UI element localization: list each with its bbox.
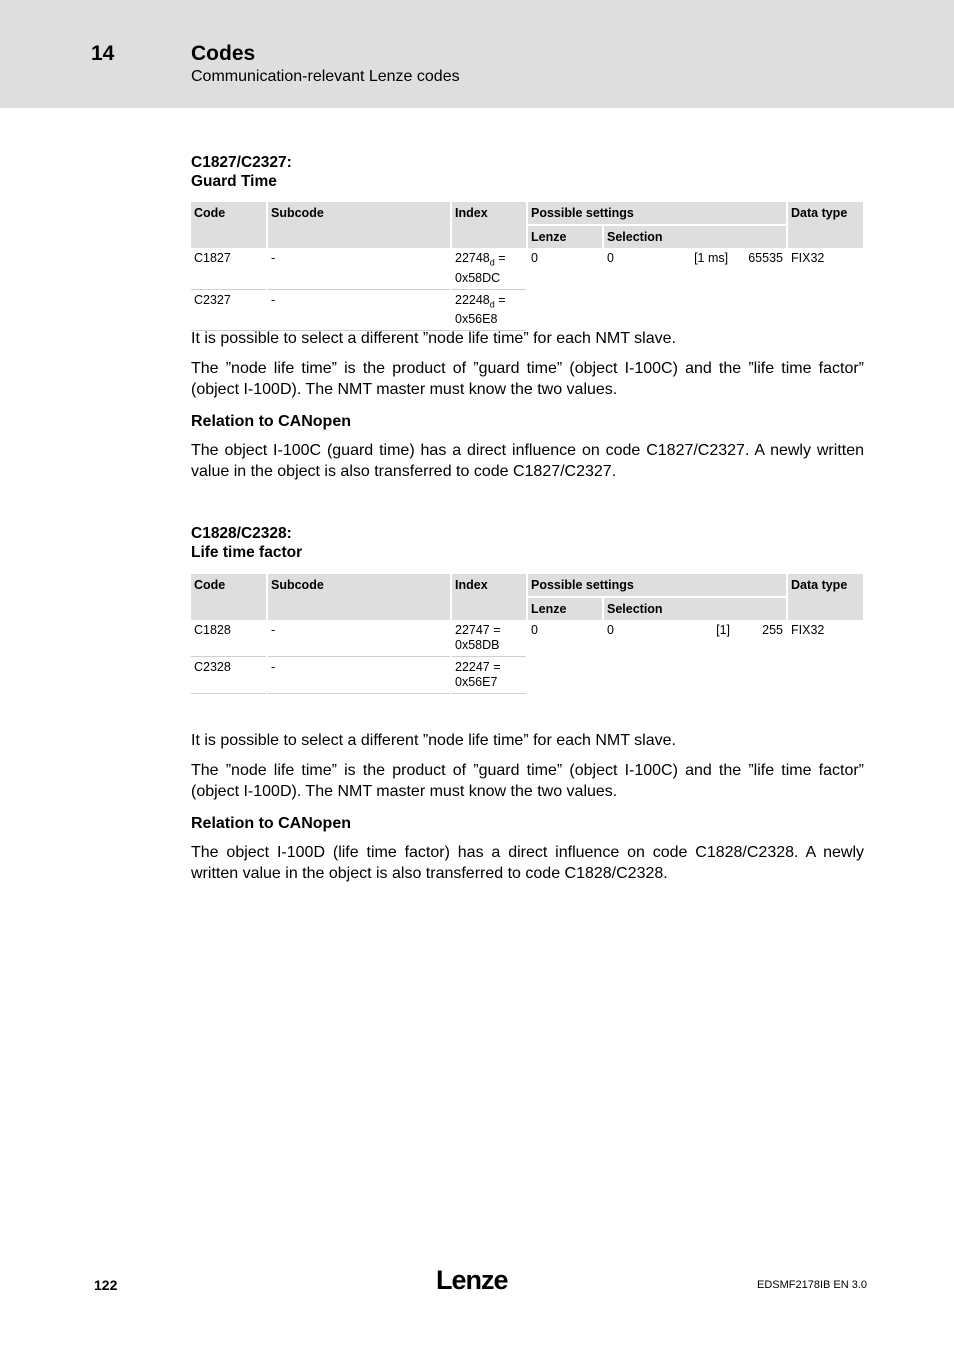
cell-code: C2328 bbox=[191, 657, 267, 694]
col-header-code: Code bbox=[191, 574, 267, 620]
relation-text: The object I-100C (guard time) has a direct influence on code C1827/C2327. A newly written value in the object is also transferred to code C1827/C2327. bbox=[191, 442, 864, 480]
cell-lenze: 0 bbox=[527, 248, 603, 331]
col-header-code: Code bbox=[191, 202, 267, 248]
relation-heading: Relation to CANopen bbox=[191, 413, 351, 430]
table-row bbox=[191, 620, 864, 657]
selection-max: 65535 bbox=[748, 251, 783, 265]
col-header-index: Index bbox=[451, 574, 527, 620]
col-header-index: Index bbox=[451, 202, 527, 248]
selection-unit: [1] bbox=[716, 623, 730, 637]
col-header-subcode: Subcode bbox=[267, 202, 451, 248]
section-title-line1: C1828/C2328: bbox=[191, 525, 292, 542]
selection-min: 0 bbox=[607, 623, 614, 637]
col-header-subcode: Subcode bbox=[267, 574, 451, 620]
paragraph: The ”node life time” is the product of ”guard time” (object I-100C) and the ”life time factor” (object I-100D). The NMT master must know the two values. bbox=[191, 762, 864, 800]
col-header-lenze: Lenze bbox=[527, 225, 603, 248]
cell-index: 22247 = 0x56E7 bbox=[451, 657, 527, 694]
cell-index: 22747 = 0x58DB bbox=[451, 620, 527, 657]
col-header-possible-settings: Possible settings bbox=[527, 574, 787, 597]
col-header-data-type: Data type bbox=[787, 202, 864, 248]
cell-selection bbox=[603, 620, 787, 694]
section-title-line1: C1827/C2327: bbox=[191, 154, 292, 171]
col-header-possible-settings: Possible settings bbox=[527, 202, 787, 225]
cell-index: $22748_d$ = 0x58DC bbox=[451, 248, 527, 289]
section-title-line2: Guard Time bbox=[191, 173, 277, 190]
cell-subcode: - bbox=[267, 289, 451, 331]
cell-code: C2327 bbox=[191, 289, 267, 331]
section-life-time-title bbox=[191, 524, 864, 562]
relation-heading: Relation to CANopen bbox=[191, 815, 351, 832]
life-time-factor-table bbox=[191, 574, 865, 694]
paragraph: The ”node life time” is the product of ”guard time” (object I-100C) and the ”life time factor” (object I-100D). The NMT master must know the two values. bbox=[191, 360, 864, 398]
lenze-logo: Lenze bbox=[436, 1265, 508, 1295]
cell-data-type: FIX32 bbox=[787, 248, 864, 331]
document-id: EDSMF2178IB EN 3.0 bbox=[757, 1279, 868, 1291]
cell-code: C1827 bbox=[191, 248, 267, 289]
selection-min: 0 bbox=[607, 251, 614, 265]
paragraph: It is possible to select a different ”node life time” for each NMT slave. bbox=[191, 330, 676, 347]
cell-subcode: - bbox=[267, 657, 451, 694]
table-row bbox=[191, 248, 864, 289]
page-number: 122 bbox=[94, 1277, 118, 1293]
col-header-data-type: Data type bbox=[787, 574, 864, 620]
cell-subcode: - bbox=[267, 620, 451, 657]
section-guard-time-title bbox=[191, 153, 864, 191]
paragraph: It is possible to select a different ”node life time” for each NMT slave. bbox=[191, 732, 676, 749]
cell-selection bbox=[603, 248, 787, 331]
guard-time-table bbox=[191, 202, 865, 331]
chapter-header bbox=[0, 0, 954, 108]
selection-max: 255 bbox=[762, 623, 783, 637]
cell-code: C1828 bbox=[191, 620, 267, 657]
cell-lenze: 0 bbox=[527, 620, 603, 694]
chapter-number: 14 bbox=[91, 42, 115, 65]
life-time-description bbox=[191, 730, 864, 884]
section-title-line2: Life time factor bbox=[191, 544, 303, 561]
chapter-title: Codes bbox=[191, 42, 256, 65]
col-header-lenze: Lenze bbox=[527, 597, 603, 620]
relation-text: The object I-100D (life time factor) has a direct influence on code C1828/C2328. A newly written value in the object is also transferred to code C1828/C2328. bbox=[191, 844, 864, 882]
cell-index: $22248_d$ = 0x56E8 bbox=[451, 289, 527, 331]
cell-subcode: - bbox=[267, 248, 451, 289]
selection-unit: [1 ms] bbox=[694, 251, 729, 265]
guard-time-description bbox=[191, 328, 864, 482]
col-header-selection: Selection bbox=[603, 225, 787, 248]
cell-data-type: FIX32 bbox=[787, 620, 864, 694]
chapter-subtitle: Communication-relevant Lenze codes bbox=[191, 68, 460, 85]
col-header-selection: Selection bbox=[603, 597, 787, 620]
